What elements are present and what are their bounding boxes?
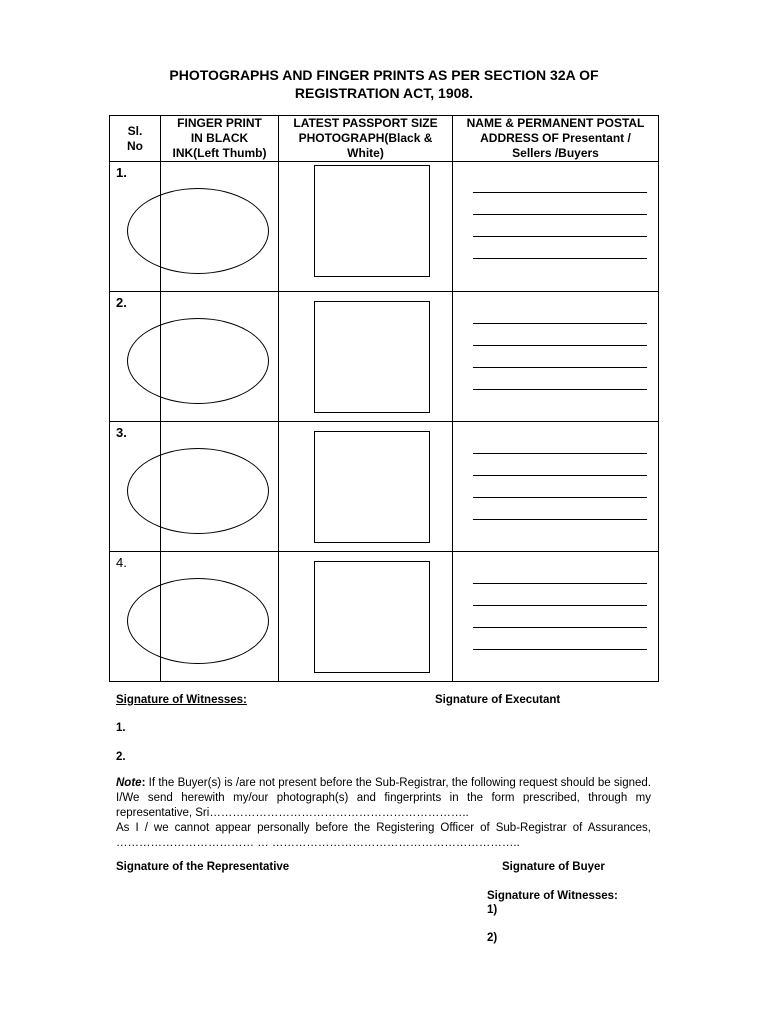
header-finger-print bbox=[161, 116, 279, 162]
title-line-1: PHOTOGRAPHS AND FINGER PRINTS AS PER SECTION 32A OF bbox=[169, 67, 599, 83]
representative-signature-label: Signature of the Representative bbox=[116, 861, 290, 873]
witnesses-signature-label: Signature of Witnesses: bbox=[487, 890, 618, 902]
executant-signature-label: Signature of Executant bbox=[435, 694, 561, 706]
photo-box bbox=[314, 431, 430, 543]
address-line bbox=[473, 627, 647, 628]
fingerprint-oval bbox=[127, 448, 269, 534]
photo-box bbox=[314, 301, 430, 413]
witness-item-2: 2. bbox=[116, 751, 126, 763]
witnesses-heading: Signature of Witnesses: bbox=[116, 694, 247, 706]
header-address-line2: ADDRESS OF Presentant / bbox=[480, 131, 631, 145]
fingerprint-oval bbox=[127, 318, 269, 404]
note-label: Note bbox=[116, 777, 142, 789]
address-cell bbox=[453, 552, 659, 682]
address-line bbox=[473, 605, 647, 606]
photo-cell bbox=[279, 422, 453, 552]
address-cell bbox=[453, 422, 659, 552]
document-title bbox=[110, 66, 658, 102]
fingerprint-photo-table bbox=[109, 115, 659, 682]
header-finger-line1: FINGER PRINT bbox=[177, 116, 262, 130]
header-photo-line3: White) bbox=[347, 146, 384, 160]
header-address-line1: NAME & PERMANENT POSTAL bbox=[466, 116, 645, 130]
address-line bbox=[473, 475, 647, 476]
header-address-line3: Sellers /Buyers bbox=[512, 146, 599, 160]
witness-signature-1: 1) bbox=[487, 904, 498, 916]
photo-box bbox=[314, 561, 430, 673]
table-row bbox=[110, 552, 659, 682]
photo-cell bbox=[279, 162, 453, 292]
address-line bbox=[473, 497, 647, 498]
header-photo-line2: PHOTOGRAPH(Black & bbox=[298, 131, 433, 145]
address-line bbox=[473, 323, 647, 324]
header-photograph bbox=[279, 116, 453, 162]
address-cell bbox=[453, 162, 659, 292]
note-text-2: As I / we cannot appear personally before the Registering Officer of Sub-Registrar of Assurances, ……………………………… … ……………………………………………………….. bbox=[116, 822, 651, 849]
row-number: 3. bbox=[116, 425, 127, 440]
buyer-signature-label: Signature of Buyer bbox=[502, 861, 605, 873]
fingerprint-cell bbox=[161, 292, 279, 422]
note-text-1: If the Buyer(s) is /are not present before the Sub-Registrar, the following request should be signed. I/We send herewith my/our photograph(s) and fingerprints in the form prescribed, through my representative, Sri………………………………………………………….. bbox=[116, 777, 651, 819]
photo-cell bbox=[279, 552, 453, 682]
header-name-address bbox=[453, 116, 659, 162]
header-sl-no-line2: No bbox=[127, 138, 143, 153]
address-line bbox=[473, 453, 647, 454]
address-line bbox=[473, 345, 647, 346]
address-line bbox=[473, 649, 647, 650]
row-number: 1. bbox=[116, 165, 127, 180]
header-sl-no-line1: Sl. bbox=[127, 123, 143, 138]
address-line bbox=[473, 236, 647, 237]
note-colon: : bbox=[141, 777, 146, 789]
witness-signature-2: 2) bbox=[487, 932, 498, 944]
title-line-2: REGISTRATION ACT, 1908. bbox=[294, 85, 474, 101]
address-line bbox=[473, 367, 647, 368]
table-row bbox=[110, 292, 659, 422]
fingerprint-cell bbox=[161, 162, 279, 292]
note-paragraph bbox=[116, 776, 651, 851]
address-line bbox=[473, 389, 647, 390]
fingerprint-oval bbox=[127, 188, 269, 274]
photo-cell bbox=[279, 292, 453, 422]
photo-box bbox=[314, 165, 430, 277]
note-request bbox=[116, 776, 651, 821]
address-line bbox=[473, 258, 647, 259]
address-line bbox=[473, 583, 647, 584]
table-row bbox=[110, 162, 659, 292]
header-sl-no bbox=[110, 116, 161, 162]
row-number: 2. bbox=[116, 295, 127, 310]
fingerprint-cell bbox=[161, 552, 279, 682]
row-number: 4. bbox=[116, 555, 127, 570]
header-finger-line2: IN BLACK bbox=[190, 131, 249, 145]
address-line bbox=[473, 214, 647, 215]
table-row bbox=[110, 422, 659, 552]
witness-item-1: 1. bbox=[116, 722, 126, 734]
header-finger-line3: INK(Left Thumb) bbox=[172, 146, 267, 160]
table-header-row bbox=[110, 116, 659, 162]
fingerprint-cell bbox=[161, 422, 279, 552]
header-photo-line1: LATEST PASSPORT SIZE bbox=[293, 116, 438, 130]
address-cell bbox=[453, 292, 659, 422]
fingerprint-oval bbox=[127, 578, 269, 664]
address-line bbox=[473, 192, 647, 193]
address-line bbox=[473, 519, 647, 520]
